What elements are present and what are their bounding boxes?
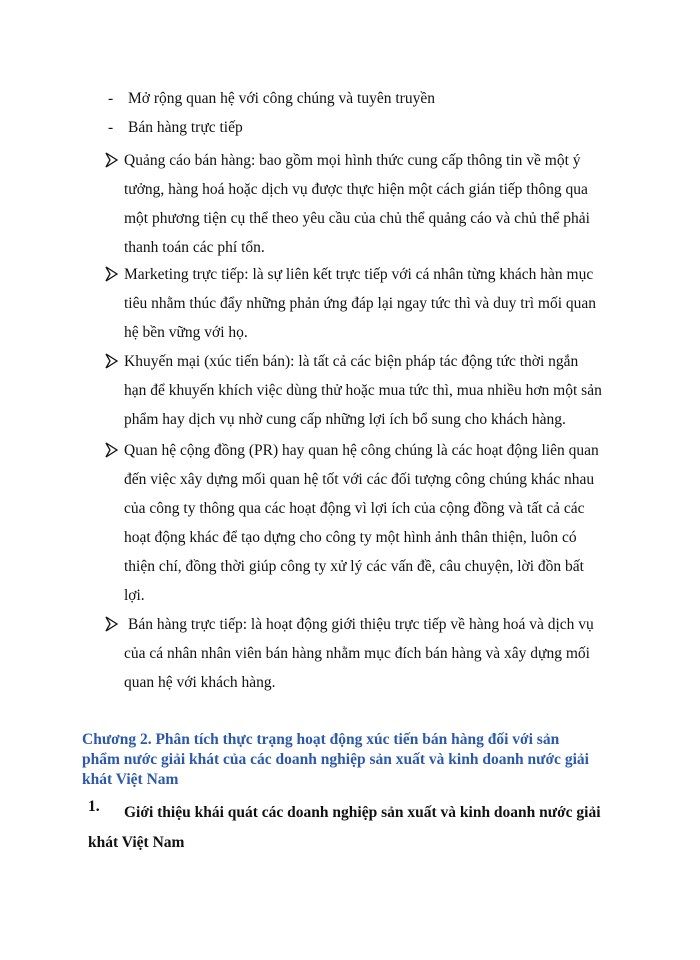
bullet-line: lợi. (124, 587, 145, 604)
bullet-line: tưởng, hàng hoá hoặc dịch vụ được thực hiện một cách gián tiếp thông qua (124, 181, 588, 198)
bullet-line: quan hệ với khách hàng. (124, 674, 276, 691)
arrow-bullet-item (105, 347, 625, 434)
bullet-line: của cá nhân nhân viên bán hàng nhằm mục đích bán hàng và xây dựng mối (124, 645, 590, 662)
arrow-bullet-item (105, 146, 625, 262)
arrow-bullet-icon (105, 151, 119, 169)
bullet-line: đến việc xây dựng mối quan hệ tốt với các đối tượng công chúng khác nhau (124, 471, 595, 488)
arrow-bullet-icon (105, 441, 119, 459)
bullet-line: Quan hệ cộng đồng (PR) hay quan hệ công chúng là các hoạt động liên quan (124, 442, 599, 459)
bullet-line: thanh toán các phí tổn. (124, 239, 265, 256)
chapter-heading (82, 730, 622, 790)
section-heading (88, 798, 648, 858)
bullet-line: phẩm hay dịch vụ nhờ cung cấp những lợi ích bổ sung cho khách hàng. (124, 411, 566, 428)
bullet-line: hạn để khuyến khích việc dùng thử hoặc mua tức thì, mua nhiều hơn một sản (124, 382, 602, 399)
arrow-bullet-item (105, 260, 625, 347)
bullet-line: hệ bền vững với họ. (124, 324, 248, 341)
dash-item-text: Mở rộng quan hệ với công chúng và tuyên truyền (128, 90, 435, 107)
chapter-heading-line: phẩm nước giải khát của các doanh nghiệp sản xuất và kinh doanh nước giải (82, 751, 589, 768)
chapter-heading-line: Chương 2. Phân tích thực trạng hoạt động xúc tiến bán hàng đối với sản (82, 731, 560, 748)
section-heading-line: Giới thiệu khái quát các doanh nghiệp sản xuất và kinh doanh nước giải (124, 804, 601, 821)
bullet-line: hoạt động khác để tạo dựng cho công ty một hình ảnh thân thiện, luôn có (124, 529, 577, 546)
bullet-line: Khuyến mại (xúc tiến bán): là tất cả các biện pháp tác động tức thời ngắn (124, 353, 579, 370)
arrow-bullet-item (105, 436, 625, 610)
section-number: 1. (88, 798, 100, 815)
bullet-line: Marketing trực tiếp: là sự liên kết trực tiếp với cá nhân từng khách hàn mục (124, 266, 594, 283)
dash-marker: - (108, 119, 114, 136)
arrow-bullet-icon (105, 352, 119, 370)
arrow-bullet-icon (105, 615, 119, 633)
bullet-line: tiêu nhằm thúc đẩy những phản ứng đáp lại ngay tức thì và duy trì mối quan (124, 295, 597, 312)
arrow-bullet-icon (105, 265, 119, 283)
bullet-line: một phương tiện cụ thể theo yêu cầu của chủ thể quảng cáo và chủ thể phải (124, 210, 590, 227)
arrow-bullet-item (105, 610, 625, 697)
bullet-line: Bán hàng trực tiếp: là hoạt động giới thiệu trực tiếp về hàng hoá và dịch vụ (128, 616, 594, 633)
dash-marker: - (108, 90, 114, 107)
bullet-line: Quảng cáo bán hàng: bao gồm mọi hình thức cung cấp thông tin về một ý (124, 152, 581, 169)
bullet-line: của công ty thông qua các hoạt động vì lợi ích của cộng đồng và tất cả các (124, 500, 585, 517)
bullet-line: thiện chí, đồng thời giúp công ty xử lý các vấn đề, câu chuyện, lời đồn bất (124, 558, 584, 575)
chapter-heading-line: khát Việt Nam (82, 771, 179, 788)
section-heading-line: khát Việt Nam (88, 834, 185, 851)
dash-item-text: Bán hàng trực tiếp (128, 119, 243, 136)
